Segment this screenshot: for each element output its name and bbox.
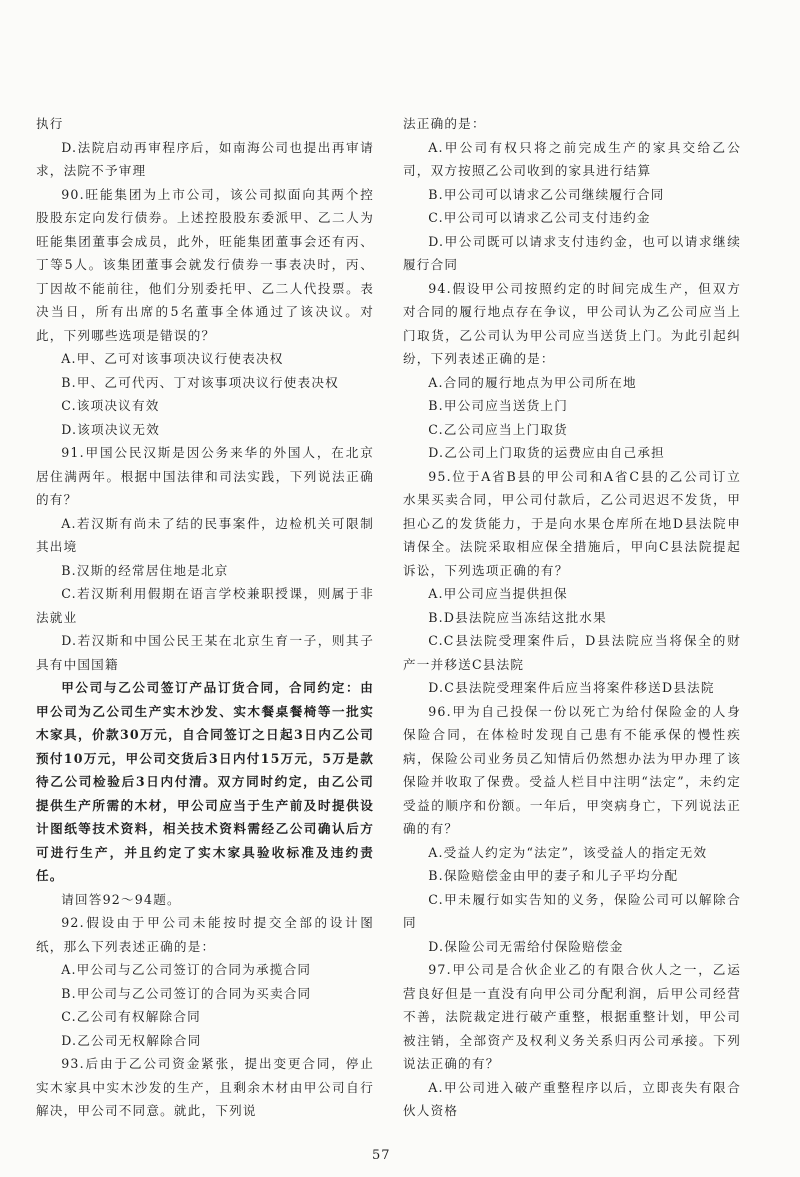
paragraph: C.乙公司应当上门取货 [428,421,568,437]
paragraph: A.若汉斯有尚未了结的民事案件，边检机关可限制其出境 [36,515,374,554]
paragraph: B.保险赔偿金由甲的妻子和儿子平均分配 [428,868,679,883]
paragraph: B.汉斯的经常居住地是北京 [61,562,229,578]
paragraph: 法正确的是： [403,116,486,131]
paragraph: A.甲公司有权只将之前完成生产的家具交给乙公司，双方按照乙公司收到的家具进行结算 [403,139,741,178]
paragraph: C.甲公司可以请求乙公司支付违约金 [428,210,651,225]
paragraph: A.受益人约定为“法定”，该受益人的指定无效 [428,844,708,860]
paragraph: D.法院启动再审程序后，如南海公司也提出再审请求，法院不予审理 [36,139,374,178]
paragraph: D.若汉斯和中国公民王某在北京生育一子，则其子具有中国国籍 [36,633,374,672]
paragraph: D.该项决议无效 [61,421,161,437]
paragraph: B.甲公司应当送货上门 [428,398,568,413]
paragraph: B.甲公司与乙公司签订的合同为买卖合同 [61,985,312,1001]
paragraph: B.甲、乙可代丙、丁对该事项决议行使表决权 [61,374,339,390]
paragraph: C.甲未履行如实告知的义务，保险公司可以解除合同 [403,891,741,930]
paragraph: D.甲公司既可以请求支付违约金，也可以请求继续履行合同 [403,233,741,272]
paragraph: 甲公司与乙公司签订产品订货合同，合同约定：由甲公司为乙公司生产实木沙发、实木餐桌餐椅等一批实木家具，价款30万元，自合同签订之日起3日内乙公司预付10万元，甲公司交货后3日内付15万元，5万是款待乙公司检验后3日内付清。双方同时约定，由乙公司提供生产所需的木材，甲公司应当于生产前及时提供设计图纸等技术资料，相关技术资料需经乙公司确认后方可进行生产，并且约定了实木家具验收标准及违约责任。 [36,680,374,883]
page-number: 57 [372,1148,391,1163]
paragraph: C.若汉斯利用假期在语言学校兼职授课，则属于非法就业 [36,586,374,625]
right-column [403,112,741,1123]
paragraph: A.甲公司与乙公司签订的合同为承揽合同 [61,962,312,977]
paragraph: D.乙公司上门取货的运费应由自己承担 [428,445,665,460]
paragraph: B.D县法院应当冻结这批水果 [428,609,607,625]
paragraph: C.C县法院受理案件后，D县法院应当将保全的财产一并移送C县法院 [403,633,741,672]
paragraph: 96.甲为自己投保一份以死亡为给付保险金的人身保险合同，在体检时发现自己患有不能承保的慢性疾病，保险公司业务员乙知情后仍然想办法为甲办理了该保险并收取了保费。受益人栏目中注明“法定”，未约定受益的顺序和份额。一年后，甲突病身亡，下列说法正确的有？ [403,703,741,836]
paragraph: A.甲公司应当提供担保 [428,586,568,601]
paragraph: C.乙公司有权解除合同 [61,1009,201,1024]
paragraph: A.甲公司进入破产重整程序以后，立即丧失有限合伙人资格 [403,1079,741,1118]
paragraph: 92.假设由于甲公司未能按时提交全部的设计图纸，那么下列表述正确的是： [36,915,374,954]
paragraph: B.甲公司可以请求乙公司继续履行合同 [428,186,665,202]
paragraph: 93.后由于乙公司资金紧张，提出变更合同，停止实木家具中实木沙发的生产，且剩余木材由甲公司自行解决，甲公司不同意。就此，下列说 [36,1056,374,1118]
paragraph: 91.甲国公民汉斯是因公务来华的外国人，在北京居住满两年。根据中国法律和司法实践，下列说法正确的有？ [36,445,374,507]
paragraph: D.保险公司无需给付保险赔偿金 [428,938,624,954]
paragraph: 95.位于A省B县的甲公司和A省C县的乙公司订立水果买卖合同，甲公司付款后，乙公司迟迟不发货，甲担心乙的发货能力，于是向水果仓库所在地D县法院申请保全。法院采取相应保全措施后，甲向C县法院提起诉讼，下列选项正确的有？ [403,468,741,578]
paragraph: 97.甲公司是合伙企业乙的有限合伙人之一，乙运营良好但是一直没有向甲公司分配利润，后甲公司经营不善，法院裁定进行破产重整，根据重整计划，甲公司被注销，全部资产及权利义务关系归丙公司承接。下列说法正确的有？ [403,962,741,1071]
paragraph: D.乙公司无权解除合同 [61,1032,202,1048]
paragraph: A.合同的履行地点为甲公司所在地 [428,374,637,390]
left-column [36,112,374,1123]
paragraph: A.甲、乙可对该事项决议行使表决权 [61,351,284,366]
paragraph: 执行 [36,116,64,131]
paragraph: 90.旺能集团为上市公司，该公司拟面向其两个控股股东定向发行债券。上述控股股东委派甲、乙二人为旺能集团董事会成员，此外，旺能集团董事会还有丙、丁等5人。该集团董事会就发行债券一事表决时，丙、丁因故不能前往，他们分别委托甲、乙二人代投票。表决当日，所有出席的5名董事全体通过了该决议。对此，下列哪些选项是错误的？ [36,186,374,343]
paragraph: D.C县法院受理案件后应当将案件移送D县法院 [428,680,715,695]
paragraph: 请回答92～94题。 [61,891,181,907]
paragraph: 94.假设甲公司按照约定的时间完成生产，但双方对合同的履行地点存在争议，甲公司认为乙公司应当上门取货，乙公司认为甲公司应当送货上门。为此引起纠纷，下列表述正确的是： [403,280,741,366]
paragraph: C.该项决议有效 [61,398,160,413]
